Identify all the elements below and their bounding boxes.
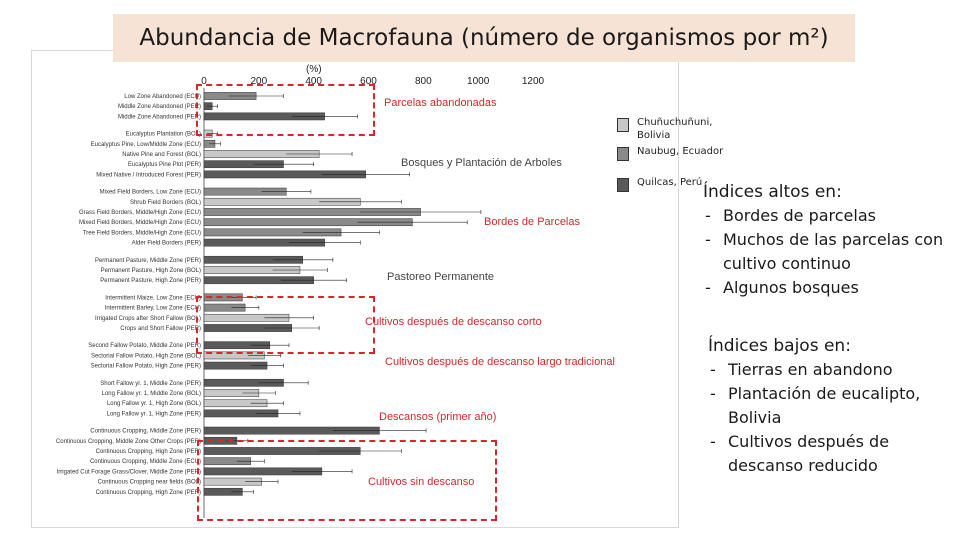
high-index-item: - Muchos de las parcelas con cultivo continuo <box>703 228 953 276</box>
high-index-item: - Algunos bosques <box>703 276 953 300</box>
category-label: Continuous Cropping, Middle Zone (PER) <box>90 428 201 435</box>
category-label: Eucalyptus Pine Plot (PER) <box>127 162 201 169</box>
category-label: Mixed Field Borders, Middle/High Zone (ECU) <box>78 220 201 227</box>
category-label: Long Fallow yr. 1, High Zone (PER) <box>106 411 201 418</box>
category-label: Long Fallow yr. 1, High Zone (BOL) <box>106 401 201 408</box>
legend-label-peru: Quilcas, Perú <box>637 177 703 188</box>
category-label: Crops and Short Fallow (PER) <box>120 326 201 332</box>
x-tick-label: 400 <box>305 76 323 87</box>
category-label: Eucalyptus Plantation (BOL) <box>125 131 201 138</box>
low-index-list <box>708 358 953 478</box>
category-label: Mixed Native / Introduced Forest (PER) <box>96 172 201 179</box>
legend-item-bolivia <box>617 116 727 142</box>
category-label: Irrigated Crops after Short Fallow (BOL) <box>94 315 201 322</box>
category-label: Second Fallow Potato, Middle Zone (PER) <box>88 343 201 350</box>
legend-label-bolivia: Chuñuchuñuni, Bolivia <box>637 117 713 141</box>
category-label: Mixed Field Borders, Low Zone (ECU) <box>99 189 201 196</box>
category-label: Continuous Cropping near fields (BOL) <box>97 479 201 486</box>
high-index-heading: Índices altos en: <box>703 182 842 202</box>
category-label: Low Zone Abandoned (ECU) <box>124 94 201 100</box>
category-label: Short Fallow yr. 1, Middle Zone (PER) <box>100 380 201 387</box>
category-label: Middle Zone Abandoned (PER) <box>117 104 201 111</box>
category-label: Intermittent Barley, Low Zone (ECU) <box>104 305 201 312</box>
category-label: Eucalyptus Pine, Low/Middle Zone (ECU) <box>90 141 201 148</box>
legend-swatch-peru <box>617 178 629 192</box>
high-index-item: - Bordes de parcelas <box>703 204 953 228</box>
low-index-notes <box>708 334 953 478</box>
low-index-item: - Tierras en abandono <box>708 358 953 382</box>
legend-swatch-ecuador <box>617 147 629 161</box>
category-label: Permanent Pasture, High Zone (PER) <box>100 278 201 285</box>
category-label: Sectorial Fallow Potato, High Zone (PER) <box>90 363 201 370</box>
low-index-item: - Plantación de eucalipto, Bolivia <box>708 382 953 430</box>
x-tick-label: 1000 <box>467 76 490 87</box>
legend-item-ecuador <box>617 145 727 161</box>
high-index-notes <box>703 180 953 300</box>
x-tick-label: 1200 <box>521 76 545 87</box>
category-label: Continuous Cropping, High Zone (PER) <box>95 489 201 496</box>
category-label: Irrigated Cut Forage Grass/Clover, Middle Zone (PER) <box>56 469 201 476</box>
category-label: Shrub Field Borders (BOL) <box>129 199 201 206</box>
x-tick-label: 200 <box>250 76 268 87</box>
category-label: Permanent Pasture, Middle Zone (PER) <box>94 257 201 264</box>
category-label: Long Fallow yr. 1, Middle Zone (BOL) <box>101 391 201 397</box>
slide-title: Abundancia de Macrofauna (número de organismos por m²) <box>113 14 855 62</box>
low-index-heading: Índices bajos en: <box>708 336 851 356</box>
legend-swatch-bolivia <box>617 118 629 132</box>
category-label: Continuous Cropping, Middle Zone Other Crops (PER) <box>55 438 201 445</box>
category-label: Intermittent Maize, Low Zone (ECU) <box>105 295 201 302</box>
group-label-forest: Bosques y Plantación de Arboles <box>401 157 562 169</box>
group-label-long-fallow: Cultivos después de descanso largo tradicional <box>385 356 615 368</box>
category-label: Sectorial Fallow Potato, High Zone (BOL) <box>90 353 201 360</box>
group-label-short-fallow: Cultivos después de descanso corto <box>365 316 542 328</box>
group-label-continuous: Cultivos sin descanso <box>368 476 475 488</box>
x-tick-label: 0 <box>201 76 207 87</box>
x-tick-label: 600 <box>360 76 377 87</box>
high-index-list <box>703 204 953 300</box>
group-label-borders: Bordes de Parcelas <box>484 216 580 228</box>
highlight-box-short-fallow <box>196 296 375 354</box>
category-label: Native Pine and Forest (BOL) <box>122 152 201 158</box>
group-label-fallow-yr1: Descansos (primer año) <box>379 411 497 423</box>
x-tick-label: 800 <box>414 76 432 87</box>
axis-unit-label: (%) <box>306 64 322 75</box>
category-label: Middle Zone Abandoned (PER) <box>117 114 201 121</box>
category-label: Continuous Cropping, High Zone (PER) <box>95 449 201 455</box>
category-label: Permanent Pasture, High Zone (BOL) <box>100 268 201 274</box>
low-index-item: - Cultivos después de descanso reducido <box>708 430 953 478</box>
group-label-abandoned: Parcelas abandonadas <box>384 97 497 109</box>
category-label: Continuous Cropping, Middle Zone (ECU) <box>89 459 201 466</box>
category-label: Alder Field Borders (PER) <box>131 240 201 247</box>
category-label: Tree Field Borders, Middle/High Zone (ECU) <box>82 230 201 237</box>
group-label-pasture: Pastoreo Permanente <box>387 271 495 283</box>
legend-label-ecuador: Naubug, Ecuador <box>637 146 724 157</box>
category-label: Grass Field Borders, Middle/High Zone (ECU) <box>78 210 201 216</box>
highlight-box-abandoned <box>196 84 375 136</box>
